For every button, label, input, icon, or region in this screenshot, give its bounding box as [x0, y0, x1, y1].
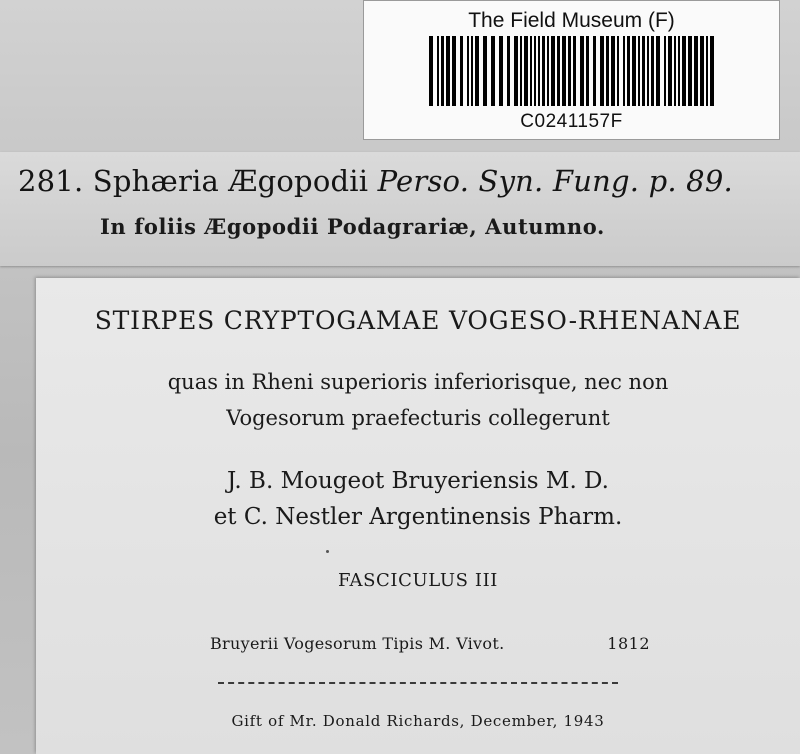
species-name: Sphæria Ægopodii [92, 164, 369, 198]
barcode-image [429, 36, 716, 106]
species-citation: Perso. Syn. Fung. p. 89. [377, 164, 733, 198]
catalog-number: C0241157F [520, 111, 623, 132]
gift-note: Gift of Mr. Donald Richards, December, 1943 [231, 712, 605, 730]
collection-subtitle-line2: Vogesorum praefecturis collegerunt [226, 406, 610, 430]
barcode-label [363, 0, 780, 140]
title-sheet [36, 278, 800, 754]
publication-line [210, 634, 650, 658]
species-habitat: In foliis Ægopodii Podagrariæ, Autumno. [100, 214, 605, 239]
author-line1: J. B. Mougeot Bruyeriensis M. D. [227, 468, 609, 494]
dashed-divider [218, 682, 618, 684]
collection-title: STIRPES CRYPTOGAMAE VOGESO-RHENANAE [94, 306, 742, 335]
author-line2: et C. Nestler Argentinensis Pharm. [213, 504, 623, 530]
publisher-text: Bruyerii Vogesorum Tipis M. Vivot. [210, 634, 505, 653]
species-label-line1 [18, 164, 733, 198]
species-label [0, 152, 800, 266]
fasciculus-label: FASCICULUS III [337, 570, 498, 591]
label-number: 281. [18, 164, 84, 198]
collection-subtitle-line1: quas in Rheni superioris inferiorisque, nec non [167, 370, 669, 394]
institution-name: The Field Museum (F) [468, 9, 675, 32]
publication-year: 1812 [607, 634, 650, 653]
ink-speck [326, 550, 329, 553]
